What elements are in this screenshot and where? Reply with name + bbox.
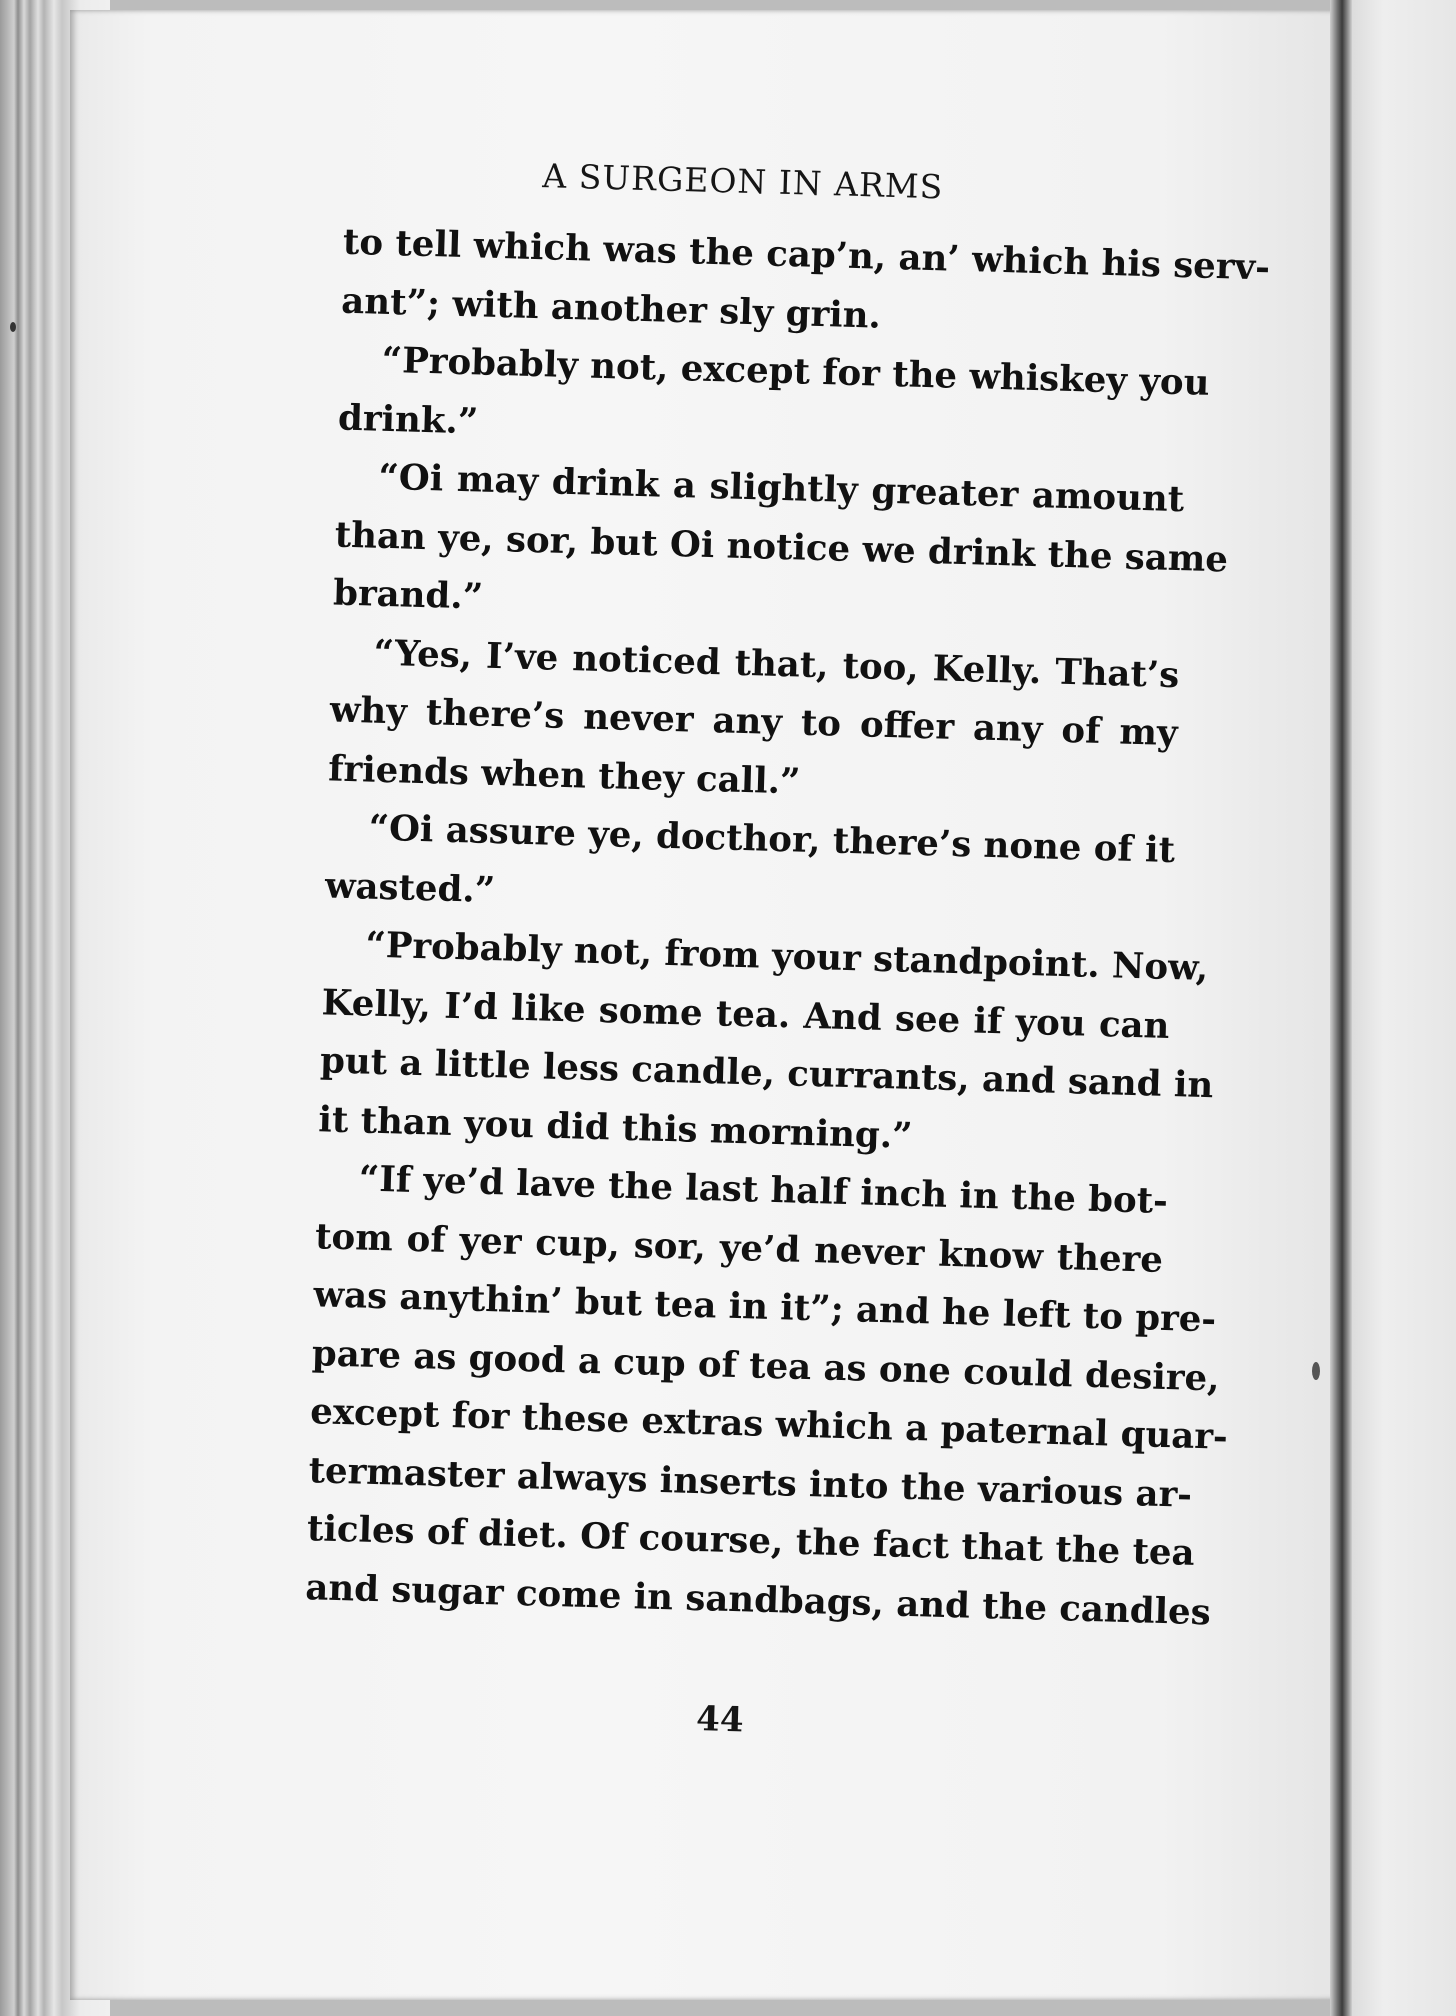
text-line: put a little less candle, currants, and sand in xyxy=(319,1040,1214,1107)
dust-speck xyxy=(10,322,16,332)
text-line: “Oi may drink a slightly greater amount xyxy=(377,456,1185,521)
text-line: drink.” xyxy=(337,397,479,442)
text-line: than ye, sor, but Oi notice we drink the same xyxy=(334,514,1229,580)
text-line: brand.” xyxy=(332,572,484,618)
text-line: friends when they call.” xyxy=(327,747,802,803)
text-line: termaster always inserts into the various ar- xyxy=(308,1449,1193,1516)
text-line: ant”; with another sly grin. xyxy=(340,280,882,337)
text-line: to tell which was the cap’n, an’ which his serv- xyxy=(342,221,1271,289)
text-line: “If ye’d lave the last half inch in the bot- xyxy=(358,1158,1169,1223)
text-line: except for these extras which a paternal quar- xyxy=(309,1391,1229,1458)
text-line: and sugar come in sandbags, and the candles xyxy=(304,1566,1212,1633)
text-line: why there’s never any to offer any of my xyxy=(329,689,1179,755)
text-line: “Probably not, except for the whiskey you xyxy=(381,339,1211,404)
text-line: Kelly, I’d like some tea. And see if you can xyxy=(321,981,1171,1047)
text-line: ticles of diet. Of course, the fact that the tea xyxy=(306,1508,1196,1574)
text-line: wasted.” xyxy=(324,864,496,911)
text-line: “Probably not, from your standpoint. Now, xyxy=(364,924,1209,990)
text-line: pare as good a cup of tea as one could desire, xyxy=(311,1332,1221,1400)
text-line: “Oi assure ye, docthor, there’s none of it xyxy=(368,807,1176,872)
page-number: 44 xyxy=(695,1699,745,1741)
body-text xyxy=(304,214,1271,1641)
text-line: tom of yer cup, sor, ye’d never know there xyxy=(314,1215,1164,1281)
text-line: was anythin’ but tea in it”; and he left to pre- xyxy=(313,1274,1217,1341)
text-line: it than you did this morning.” xyxy=(317,1098,914,1157)
running-head: A SURGEON IN ARMS xyxy=(541,156,944,207)
text-line: “Yes, I’ve noticed that, too, Kelly. That’s xyxy=(372,632,1180,696)
